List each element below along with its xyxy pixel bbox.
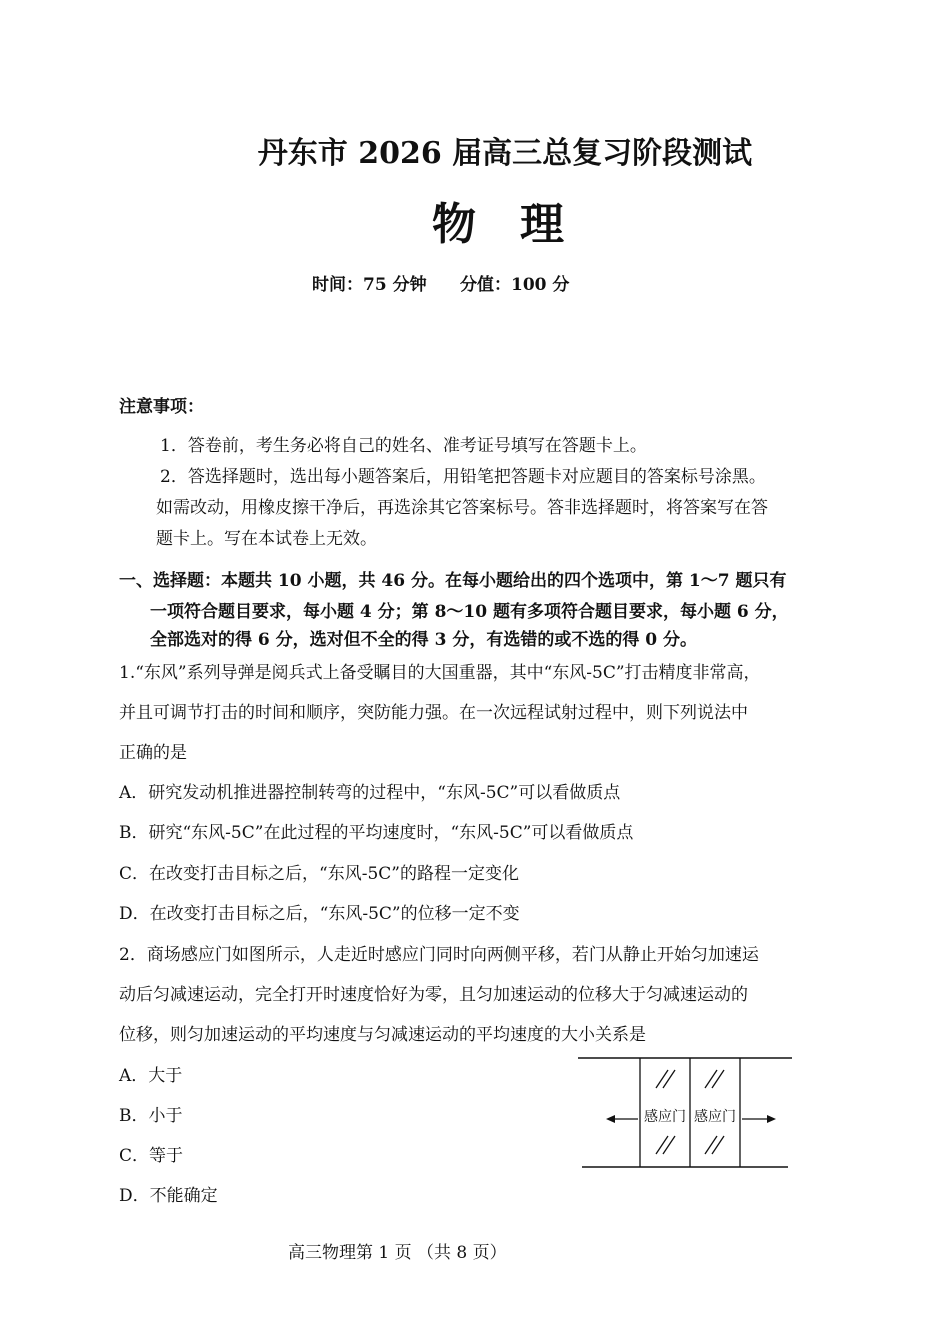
section-1-instructions-line-1: 一、选择题：本题共 10 小题，共 46 分。在每小题给出的四个选项中，第 1～7 题只有 (119, 571, 787, 591)
notice-item-1: 1．答卷前，考生务必将自己的姓名、准考证号填写在答题卡上。 (160, 436, 647, 456)
section-1-instructions-line-3: 全部选对的得 6 分，选对但不全的得 3 分，有选错的或不选的得 0 分。 (150, 630, 697, 650)
q1-option-a: A．研究发动机推进器控制转弯的过程中，“东风-5C”可以看做质点 (119, 783, 621, 803)
notice-item-2-line-1: 2．答选择题时，选出每小题答案后，用铅笔把答题卡对应题目的答案标号涂黑。 (160, 467, 766, 487)
section-1-instructions-line-2: 一项符合题目要求，每小题 4 分；第 8～10 题有多项符合题目要求，每小题 6 分， (150, 602, 789, 622)
notice-heading: 注意事项： (119, 397, 204, 417)
sliding-door-figure (578, 1052, 798, 1177)
notice-item-2-line-2: 如需改动，用橡皮擦干净后，再选涂其它答案标号。答非选择题时，将答案写在答 (156, 498, 768, 518)
q1-stem-line-2: 并且可调节打击的时间和顺序，突防能力强。在一次远程试射过程中，则下列说法中 (119, 703, 748, 723)
q1-stem-line-3: 正确的是 (119, 743, 187, 763)
right-door-label: 感应门 (694, 1109, 736, 1125)
q2-stem-line-2: 动后匀减速运动，完全打开时速度恰好为零，且匀加速运动的位移大于匀减速运动的 (119, 985, 748, 1005)
score-label: 分值：100 分 (460, 275, 570, 295)
q1-option-d: D．在改变打击目标之后，“东风-5C”的位移一定不变 (119, 904, 520, 924)
q1-stem-line-1: 1.“东风”系列导弹是阅兵式上备受瞩目的大国重器，其中“东风-5C”打击精度非常高， (119, 663, 761, 683)
left-door-label: 感应门 (644, 1109, 686, 1125)
time-label: 时间：75 分钟 (312, 275, 427, 295)
q2-stem-line-1: 2．商场感应门如图所示，人走近时感应门同时向两侧平移，若门从静止开始匀加速运 (119, 945, 759, 965)
exam-title: 丹东市 2026 届高三总复习阶段测试 (257, 136, 753, 171)
q2-stem-line-3: 位移，则匀加速运动的平均速度与匀减速运动的平均速度的大小关系是 (119, 1025, 646, 1045)
q2-option-b: B．小于 (119, 1106, 183, 1126)
q1-option-c: C．在改变打击目标之后，“东风-5C”的路程一定变化 (119, 864, 519, 884)
q2-option-d: D．不能确定 (119, 1186, 218, 1206)
page-footer: 高三物理第 1 页 （共 8 页） (288, 1243, 507, 1263)
subject-title: 物理 (432, 199, 608, 250)
notice-item-2-line-3: 题卡上。写在本试卷上无效。 (156, 529, 377, 549)
q2-option-c: C．等于 (119, 1146, 184, 1166)
left-arrow-icon (606, 1115, 638, 1123)
q2-option-a: A．大于 (119, 1066, 183, 1086)
right-arrow-icon (742, 1115, 776, 1123)
q1-option-b: B．研究“东风-5C”在此过程的平均速度时，“东风-5C”可以看做质点 (119, 823, 634, 843)
